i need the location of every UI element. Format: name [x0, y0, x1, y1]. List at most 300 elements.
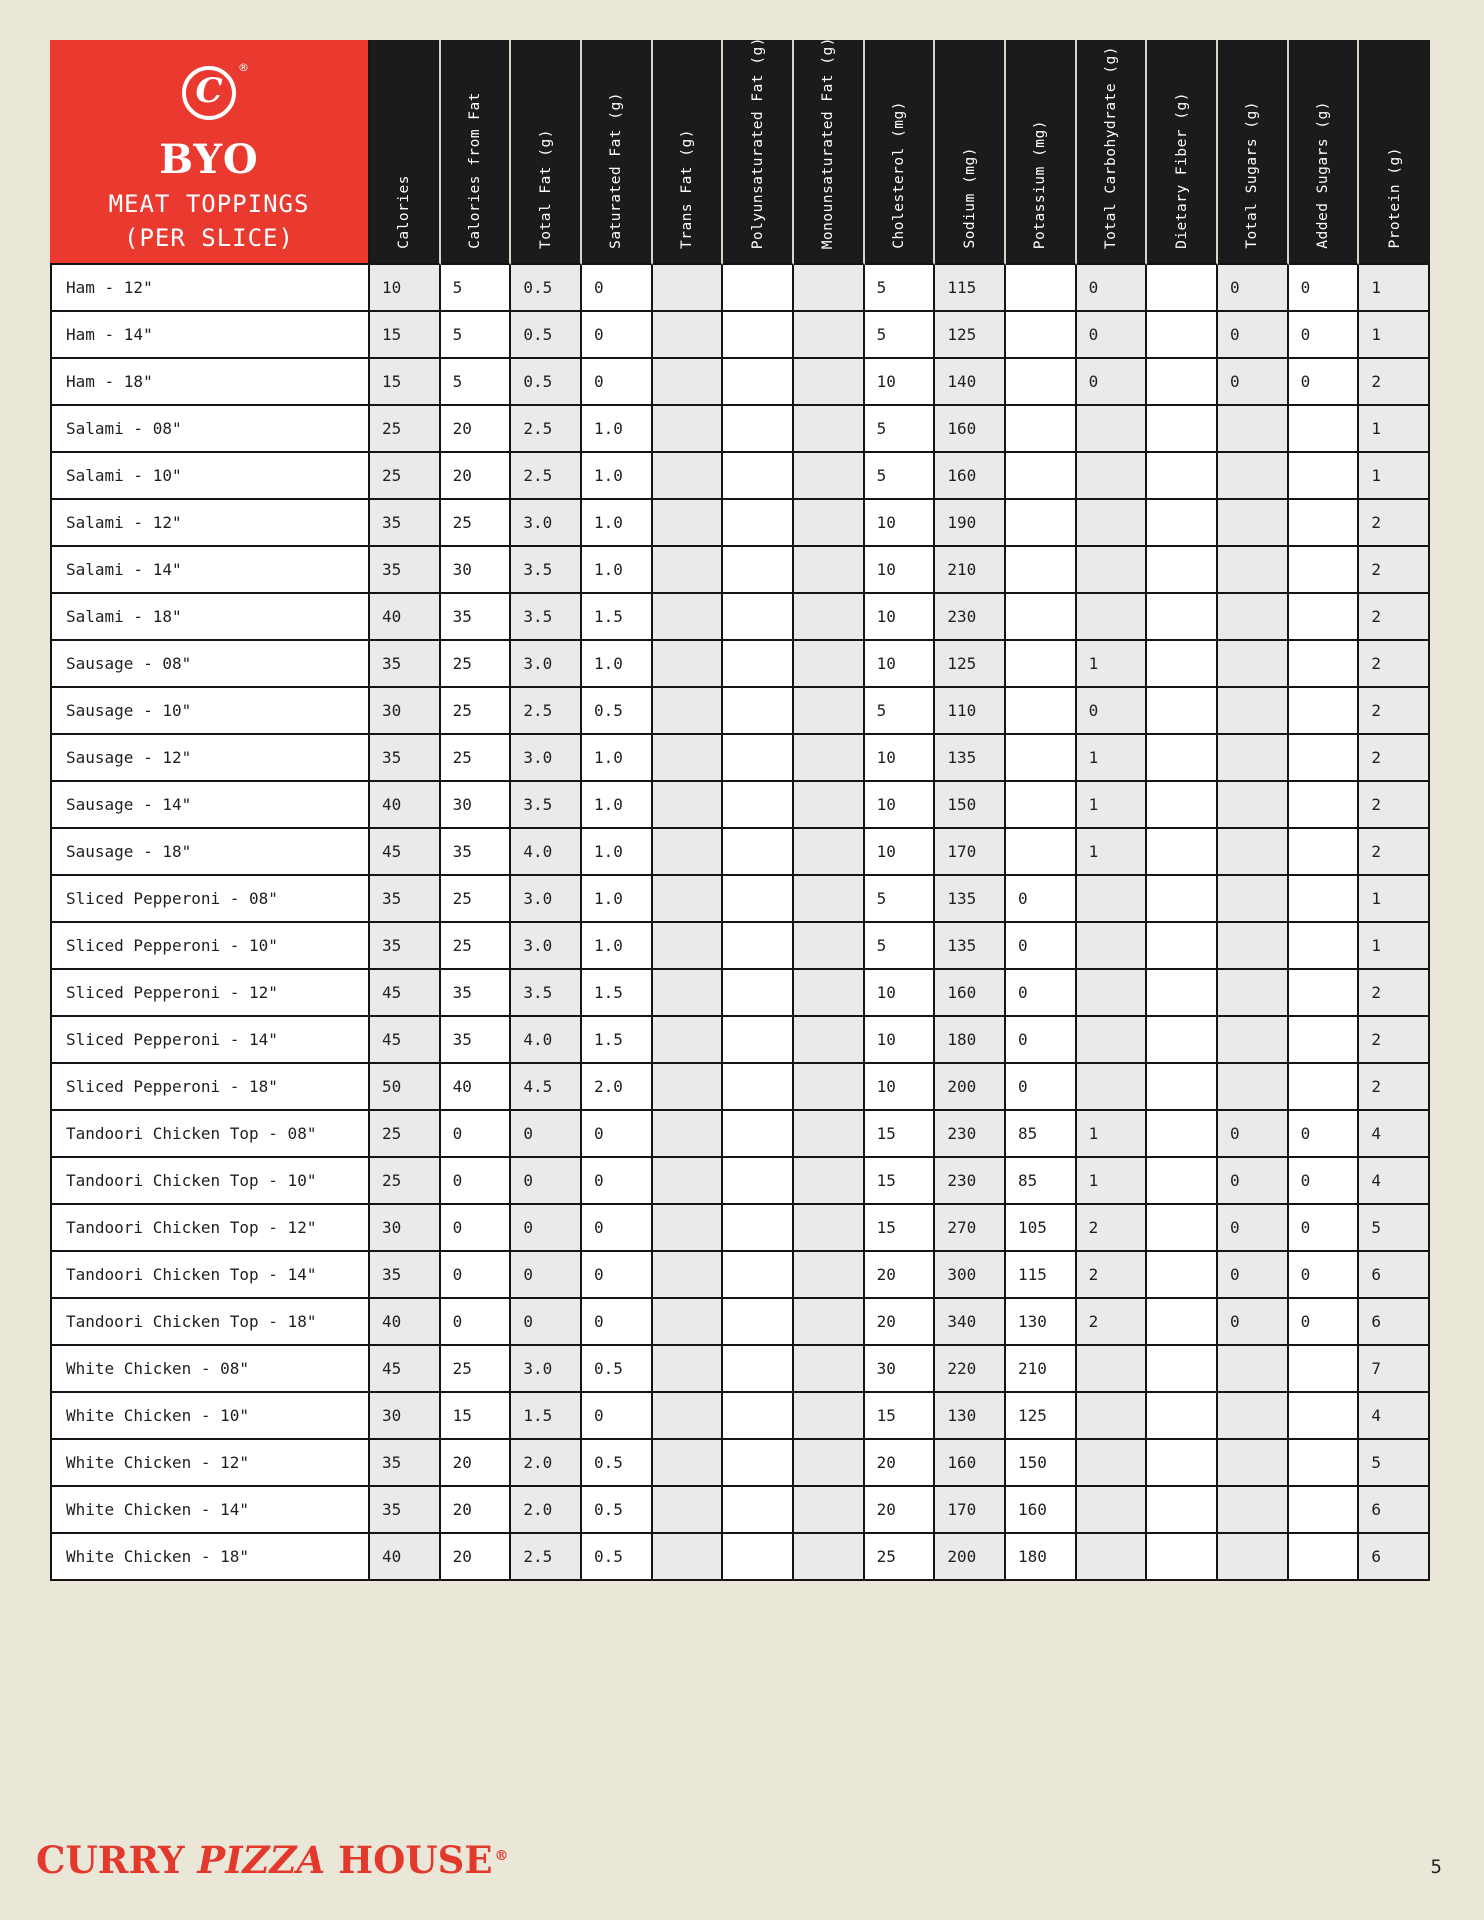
cell: 20: [441, 453, 512, 500]
cell: [1077, 1440, 1148, 1487]
title-unit: (PER SLICE): [124, 223, 294, 252]
cell: [1006, 735, 1077, 782]
row-label: Tandoori Chicken Top - 10": [50, 1158, 370, 1205]
cell: [653, 1158, 724, 1205]
cell: [1006, 453, 1077, 500]
title-byo: BYO: [159, 136, 259, 183]
cell: 30: [370, 1393, 441, 1440]
cell: 0: [511, 1158, 582, 1205]
cell: 10: [865, 1064, 936, 1111]
cell: 5: [441, 312, 512, 359]
cell: 30: [865, 1346, 936, 1393]
cell: 210: [935, 547, 1006, 594]
row-label: Salami - 18": [50, 594, 370, 641]
cell: 45: [370, 1346, 441, 1393]
row-label: Salami - 12": [50, 500, 370, 547]
cell: 0: [441, 1158, 512, 1205]
cell: 0: [1289, 1158, 1360, 1205]
column-header-calories-from-fat: [441, 40, 512, 265]
cell: [1147, 829, 1218, 876]
column-header-total-fat-g: [511, 40, 582, 265]
cell: 115: [1006, 1252, 1077, 1299]
cell: 10: [865, 547, 936, 594]
table-title-block: [50, 40, 370, 265]
cell: [1147, 970, 1218, 1017]
cell: 5: [1359, 1440, 1430, 1487]
cell: [723, 641, 794, 688]
cell: 0: [582, 1252, 653, 1299]
cell: 0: [582, 312, 653, 359]
cell: 0: [1006, 876, 1077, 923]
cell: 140: [935, 359, 1006, 406]
cell: [723, 594, 794, 641]
cell: 2: [1359, 1064, 1430, 1111]
cell: 160: [1006, 1487, 1077, 1534]
cell: 130: [935, 1393, 1006, 1440]
cell: 180: [935, 1017, 1006, 1064]
cell: 0: [511, 1299, 582, 1346]
cell: [794, 1017, 865, 1064]
column-header-label: Total Sugars (g): [1244, 101, 1261, 249]
cell: 35: [370, 1487, 441, 1534]
cell: [1147, 735, 1218, 782]
cell: [1147, 1346, 1218, 1393]
cell: [1147, 1299, 1218, 1346]
cell: 15: [865, 1205, 936, 1252]
cell: 20: [441, 1440, 512, 1487]
cell: 2.5: [511, 406, 582, 453]
cell: [1006, 829, 1077, 876]
column-header-label: Total Fat (g): [537, 129, 554, 249]
cell: 25: [441, 923, 512, 970]
cell: [1147, 359, 1218, 406]
cell: [794, 265, 865, 312]
cell: 10: [865, 500, 936, 547]
cell: 10: [865, 970, 936, 1017]
cell: [1147, 500, 1218, 547]
cell: [1289, 876, 1360, 923]
cell: 35: [441, 829, 512, 876]
cell: [1218, 876, 1289, 923]
column-header-label: Dietary Fiber (g): [1173, 92, 1190, 249]
cell: 0: [511, 1111, 582, 1158]
cell: [1147, 453, 1218, 500]
cell: [1006, 359, 1077, 406]
cell: 200: [935, 1064, 1006, 1111]
registered-mark-icon: ®: [238, 61, 249, 74]
cell: 1: [1359, 923, 1430, 970]
cell: 5: [865, 312, 936, 359]
cell: 160: [935, 1440, 1006, 1487]
cell: 2: [1359, 782, 1430, 829]
row-label: Sliced Pepperoni - 10": [50, 923, 370, 970]
cell: [1218, 829, 1289, 876]
cell: 10: [865, 359, 936, 406]
row-label: Salami - 08": [50, 406, 370, 453]
cell: [1077, 1064, 1148, 1111]
cell: 0: [1077, 265, 1148, 312]
cell: [653, 1064, 724, 1111]
cell: [1218, 688, 1289, 735]
cell: [653, 876, 724, 923]
cell: [723, 265, 794, 312]
cell: 15: [441, 1393, 512, 1440]
cell: 25: [370, 406, 441, 453]
cell: 6: [1359, 1299, 1430, 1346]
cell: [1218, 1487, 1289, 1534]
cell: 1: [1359, 453, 1430, 500]
cell: 4: [1359, 1111, 1430, 1158]
cell: 1.0: [582, 782, 653, 829]
cell: 1: [1077, 641, 1148, 688]
cell: [723, 782, 794, 829]
cell: 35: [370, 547, 441, 594]
cell: 15: [865, 1111, 936, 1158]
cell: 1.0: [582, 641, 653, 688]
cell: 190: [935, 500, 1006, 547]
cell: 0: [1218, 1111, 1289, 1158]
cell: [794, 1299, 865, 1346]
cell: [1218, 406, 1289, 453]
cell: 4.5: [511, 1064, 582, 1111]
cell: [1006, 500, 1077, 547]
cell: 160: [935, 970, 1006, 1017]
cell: 0: [1218, 1205, 1289, 1252]
cell: [653, 500, 724, 547]
cell: 2: [1359, 594, 1430, 641]
cell: [723, 1534, 794, 1581]
cell: 1.0: [582, 453, 653, 500]
cell: 35: [370, 923, 441, 970]
cell: [653, 970, 724, 1017]
row-label: Sausage - 10": [50, 688, 370, 735]
cell: 125: [935, 641, 1006, 688]
cell: [1077, 1534, 1148, 1581]
cell: 2: [1359, 641, 1430, 688]
cell: 5: [865, 876, 936, 923]
cell: [1147, 782, 1218, 829]
cell: 3.0: [511, 923, 582, 970]
cell: 30: [441, 547, 512, 594]
cell: 1.0: [582, 500, 653, 547]
row-label: Tandoori Chicken Top - 18": [50, 1299, 370, 1346]
cell: [723, 1393, 794, 1440]
cell: [1289, 970, 1360, 1017]
cell: 220: [935, 1346, 1006, 1393]
cell: [1218, 641, 1289, 688]
cell: [653, 688, 724, 735]
cell: 0: [1006, 1064, 1077, 1111]
cell: [1147, 876, 1218, 923]
cell: 35: [370, 1252, 441, 1299]
cell: [1147, 406, 1218, 453]
row-label: Ham - 18": [50, 359, 370, 406]
cell: [1218, 594, 1289, 641]
cell: 3.0: [511, 876, 582, 923]
cell: [1289, 1346, 1360, 1393]
cell: 35: [370, 641, 441, 688]
cell: 1.0: [582, 876, 653, 923]
cell: 3.5: [511, 970, 582, 1017]
cell: [1289, 594, 1360, 641]
column-header-total-sugars-g: [1218, 40, 1289, 265]
cell: [1289, 688, 1360, 735]
column-header-sodium-mg: [935, 40, 1006, 265]
cell: 35: [370, 876, 441, 923]
cell: 2.0: [511, 1440, 582, 1487]
cell: 0: [582, 1205, 653, 1252]
cell: 1: [1359, 265, 1430, 312]
cell: [1289, 923, 1360, 970]
column-header-label: Protein (g): [1386, 147, 1403, 249]
cell: [794, 547, 865, 594]
cell: 170: [935, 1487, 1006, 1534]
cell: [1077, 923, 1148, 970]
cell: 1: [1077, 782, 1148, 829]
cell: 5: [1359, 1205, 1430, 1252]
cell: [1218, 1346, 1289, 1393]
cell: 160: [935, 453, 1006, 500]
cell: 4: [1359, 1393, 1430, 1440]
cell: 45: [370, 970, 441, 1017]
cell: [653, 406, 724, 453]
cell: 20: [865, 1299, 936, 1346]
cell: 160: [935, 406, 1006, 453]
page-number: 5: [1430, 1856, 1442, 1878]
brand-logo: [182, 61, 249, 120]
cell: 125: [935, 312, 1006, 359]
cell: [1006, 641, 1077, 688]
cell: 1.5: [582, 1017, 653, 1064]
cell: [723, 1299, 794, 1346]
cell: [1006, 547, 1077, 594]
cell: 0: [1289, 359, 1360, 406]
cell: [723, 547, 794, 594]
row-label: Sliced Pepperoni - 12": [50, 970, 370, 1017]
column-header-polyunsaturated-fat-g: [723, 36, 794, 265]
cell: 15: [865, 1158, 936, 1205]
cell: [794, 1252, 865, 1299]
cell: [1147, 1158, 1218, 1205]
cell: 2: [1359, 688, 1430, 735]
row-label: Sliced Pepperoni - 14": [50, 1017, 370, 1064]
cell: 2: [1077, 1299, 1148, 1346]
column-header-label: Sodium (mg): [961, 147, 978, 249]
cell: 15: [370, 359, 441, 406]
cell: 115: [935, 265, 1006, 312]
cell: [653, 1017, 724, 1064]
cell: 1: [1077, 735, 1148, 782]
cell: 0.5: [511, 265, 582, 312]
cell: 40: [370, 782, 441, 829]
cell: 3.5: [511, 782, 582, 829]
cell: [1289, 1534, 1360, 1581]
cell: 2.0: [582, 1064, 653, 1111]
cell: 25: [441, 735, 512, 782]
cell: 1.0: [582, 735, 653, 782]
row-label: Sliced Pepperoni - 18": [50, 1064, 370, 1111]
brand-c-letter: C: [195, 71, 223, 111]
row-label: Tandoori Chicken Top - 08": [50, 1111, 370, 1158]
cell: [1147, 1064, 1218, 1111]
row-label: Salami - 14": [50, 547, 370, 594]
cell: [723, 688, 794, 735]
cell: 0: [582, 1393, 653, 1440]
cell: 0: [1289, 1252, 1360, 1299]
cell: 105: [1006, 1205, 1077, 1252]
cell: [1077, 453, 1148, 500]
column-header-label: Cholesterol (mg): [890, 101, 907, 249]
cell: 210: [1006, 1346, 1077, 1393]
cell: [1147, 1534, 1218, 1581]
cell: [723, 1205, 794, 1252]
cell: 5: [441, 265, 512, 312]
column-header-label: Potassium (mg): [1032, 119, 1049, 249]
cell: [1077, 1393, 1148, 1440]
cell: 0.5: [582, 1440, 653, 1487]
cell: [723, 923, 794, 970]
cell: 0: [1218, 312, 1289, 359]
cell: 150: [1006, 1440, 1077, 1487]
cell: [653, 453, 724, 500]
cell: 5: [441, 359, 512, 406]
cell: [653, 1299, 724, 1346]
cell: [794, 876, 865, 923]
cell: 0: [1006, 1017, 1077, 1064]
cell: 20: [865, 1487, 936, 1534]
cell: [653, 923, 724, 970]
column-header-added-sugars-g: [1289, 40, 1360, 265]
cell: 0: [441, 1252, 512, 1299]
cell: [1218, 970, 1289, 1017]
column-header-total-carbohydrate-g: [1077, 40, 1148, 265]
cell: [723, 1252, 794, 1299]
cell: 0.5: [582, 1487, 653, 1534]
cell: [794, 312, 865, 359]
row-label: White Chicken - 12": [50, 1440, 370, 1487]
cell: 0: [1077, 688, 1148, 735]
cell: [1289, 547, 1360, 594]
nutrition-table: [50, 36, 1430, 1581]
cell: 3.5: [511, 547, 582, 594]
cell: [1147, 547, 1218, 594]
cell: [1077, 876, 1148, 923]
cell: 35: [370, 1440, 441, 1487]
cell: 1: [1077, 1158, 1148, 1205]
column-header-label: Polyunsaturated Fat (g): [749, 36, 766, 249]
column-header-label: Monounsaturated Fat (g): [820, 36, 837, 249]
cell: 15: [865, 1393, 936, 1440]
cell: 25: [370, 1111, 441, 1158]
cell: 0.5: [582, 1346, 653, 1393]
cell: 3.0: [511, 500, 582, 547]
cell: [723, 406, 794, 453]
cell: [723, 1487, 794, 1534]
cell: 180: [1006, 1534, 1077, 1581]
cell: [723, 970, 794, 1017]
cell: [794, 453, 865, 500]
footer-logo-word-house: HOUSE: [338, 1838, 493, 1882]
cell: [794, 735, 865, 782]
row-label: Salami - 10": [50, 453, 370, 500]
cell: 40: [370, 1534, 441, 1581]
cell: [1147, 1111, 1218, 1158]
cell: [1289, 1393, 1360, 1440]
cell: [794, 970, 865, 1017]
cell: 4.0: [511, 829, 582, 876]
cell: 0: [441, 1299, 512, 1346]
cell: [653, 1252, 724, 1299]
cell: 1.0: [582, 829, 653, 876]
cell: 0: [1289, 1205, 1360, 1252]
cell: 25: [441, 641, 512, 688]
cell: 2: [1359, 829, 1430, 876]
title-category: MEAT TOPPINGS: [108, 190, 310, 218]
cell: 3.0: [511, 641, 582, 688]
cell: 10: [370, 265, 441, 312]
cell: 20: [441, 1534, 512, 1581]
cell: 0: [1289, 265, 1360, 312]
cell: [1289, 1017, 1360, 1064]
cell: 2: [1359, 547, 1430, 594]
cell: 0: [1218, 359, 1289, 406]
cell: [1006, 312, 1077, 359]
cell: 2: [1359, 735, 1430, 782]
cell: [1077, 1017, 1148, 1064]
cell: [653, 1534, 724, 1581]
cell: [653, 1111, 724, 1158]
row-label: White Chicken - 10": [50, 1393, 370, 1440]
cell: 0: [441, 1111, 512, 1158]
cell: 0: [582, 1299, 653, 1346]
column-header-protein-g: [1359, 40, 1430, 265]
cell: [653, 312, 724, 359]
cell: 0: [1218, 1158, 1289, 1205]
cell: [1218, 500, 1289, 547]
cell: [653, 265, 724, 312]
cell: [723, 1017, 794, 1064]
cell: [794, 1111, 865, 1158]
cell: 130: [1006, 1299, 1077, 1346]
cell: 1.0: [582, 923, 653, 970]
row-label: Tandoori Chicken Top - 14": [50, 1252, 370, 1299]
cell: [1289, 453, 1360, 500]
cell: [1218, 782, 1289, 829]
cell: [1006, 406, 1077, 453]
cell: 0: [1218, 265, 1289, 312]
cell: 85: [1006, 1158, 1077, 1205]
cell: [1218, 1393, 1289, 1440]
cell: 230: [935, 594, 1006, 641]
row-label: Sausage - 12": [50, 735, 370, 782]
cell: 135: [935, 876, 1006, 923]
cell: [794, 829, 865, 876]
cell: 2: [1077, 1205, 1148, 1252]
column-header-label: Added Sugars (g): [1314, 101, 1331, 249]
cell: [723, 453, 794, 500]
cell: 3.0: [511, 1346, 582, 1393]
cell: [1289, 829, 1360, 876]
cell: 35: [441, 1017, 512, 1064]
cell: 10: [865, 735, 936, 782]
cell: 5: [865, 265, 936, 312]
cell: [794, 500, 865, 547]
cell: [1006, 688, 1077, 735]
cell: [1289, 782, 1360, 829]
cell: 2: [1077, 1252, 1148, 1299]
cell: 25: [370, 453, 441, 500]
cell: 0: [1289, 1111, 1360, 1158]
